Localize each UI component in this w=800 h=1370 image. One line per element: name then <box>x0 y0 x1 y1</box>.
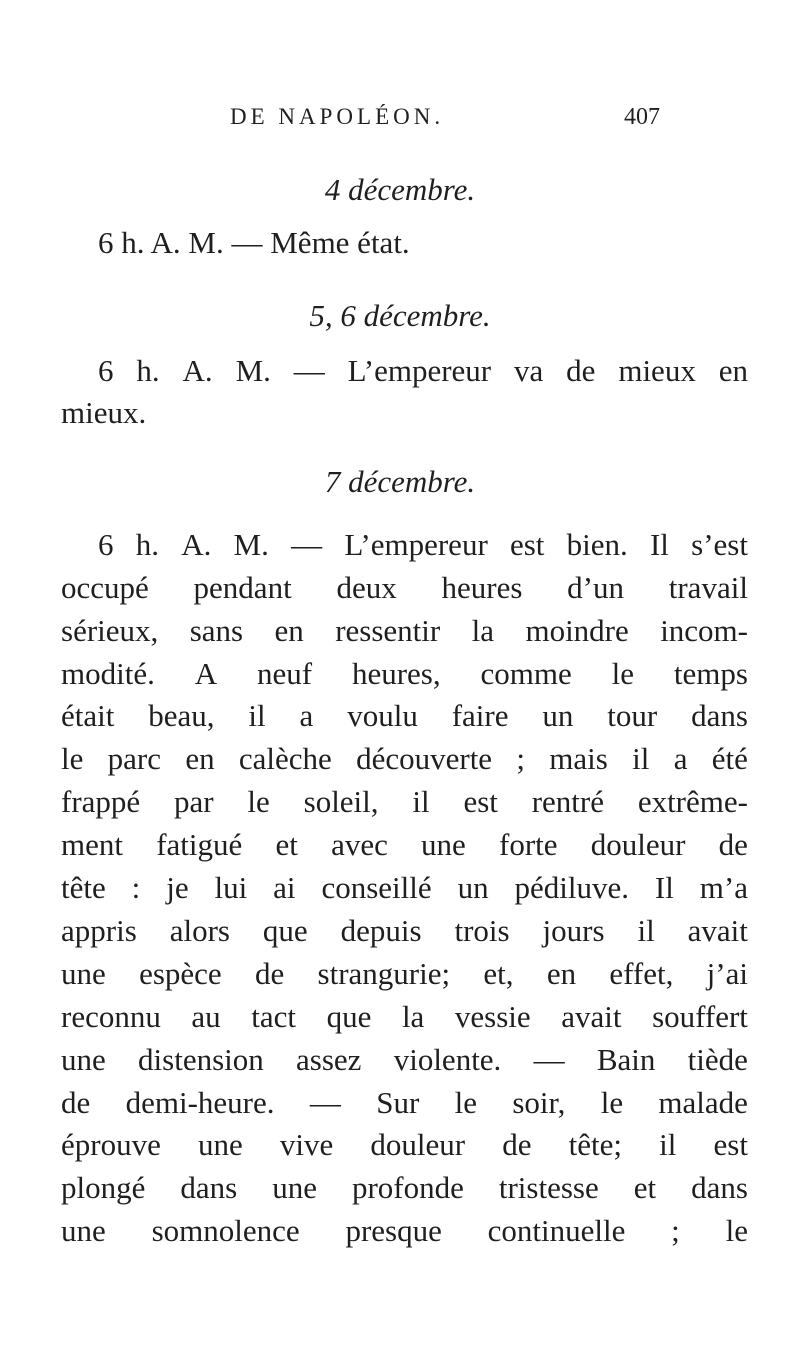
word: avait <box>687 913 748 948</box>
word: et <box>275 827 298 862</box>
word: malade <box>658 1085 748 1120</box>
word: le <box>454 1085 477 1120</box>
word: une <box>61 1042 106 1077</box>
word: est <box>463 784 498 819</box>
text-line <box>61 999 748 1035</box>
word: continuelle <box>487 1213 626 1248</box>
word: bien. <box>566 527 628 562</box>
word: est <box>713 1127 748 1162</box>
word: ressentir <box>335 613 441 648</box>
word: Bain <box>596 1042 656 1077</box>
word: — <box>291 527 323 562</box>
text-line <box>61 656 748 692</box>
word: parc <box>107 741 162 776</box>
word: avait <box>561 999 622 1034</box>
word: jours <box>542 913 605 948</box>
word: deux <box>336 570 397 605</box>
word: moindre <box>525 613 629 648</box>
word: était <box>61 698 115 733</box>
word: le <box>61 741 84 776</box>
word: espèce <box>139 956 222 991</box>
word: le <box>611 656 634 691</box>
word: faire <box>451 698 509 733</box>
word: découverte <box>356 741 493 776</box>
word: forte <box>499 827 558 862</box>
text-line <box>61 956 748 992</box>
word: m’a <box>699 870 748 905</box>
word: 6 <box>98 353 114 388</box>
word: en <box>274 613 304 648</box>
text-line <box>61 698 748 734</box>
word: extrême- <box>637 784 748 819</box>
word: de <box>566 353 596 388</box>
word: soleil, <box>303 784 379 819</box>
word: le <box>725 1213 748 1248</box>
text-line <box>61 827 748 863</box>
word: h. <box>136 353 160 388</box>
word: en <box>546 956 577 991</box>
word: beau, <box>148 698 215 733</box>
word: une <box>61 956 106 991</box>
word: incom- <box>660 613 748 648</box>
word: a <box>299 698 314 733</box>
word: en <box>718 353 748 388</box>
word: Il <box>654 870 674 905</box>
text-line <box>98 353 748 389</box>
word: L’empereur <box>344 527 488 562</box>
word: A. <box>182 353 213 388</box>
word: travail <box>668 570 748 605</box>
word: tête <box>61 870 106 905</box>
running-head <box>180 104 660 140</box>
word: fatigué <box>156 827 243 862</box>
text-line <box>61 913 748 949</box>
word: il <box>248 698 266 733</box>
word: M. <box>235 353 271 388</box>
word: mais <box>549 741 608 776</box>
word: tiède <box>687 1042 748 1077</box>
word: dans <box>180 1170 238 1205</box>
word: d’un <box>567 570 624 605</box>
word: une <box>421 827 466 862</box>
word: le <box>600 1085 624 1120</box>
word: une <box>272 1170 317 1205</box>
date-heading: 5, 6 décembre. <box>309 298 491 333</box>
word: Il <box>649 527 669 562</box>
word: un <box>457 870 489 905</box>
word: heures, <box>351 656 441 691</box>
word: ment <box>61 827 123 862</box>
word: frappé <box>61 784 141 819</box>
word: demi-heure. <box>125 1085 275 1120</box>
word: M. <box>233 527 269 562</box>
word: presque <box>345 1213 442 1248</box>
text-line <box>61 1213 748 1249</box>
word: modité. <box>61 656 155 691</box>
word: somnolence <box>151 1213 300 1248</box>
word: tristesse <box>498 1170 599 1205</box>
word: dans <box>691 1170 748 1205</box>
word: éprouve <box>61 1127 161 1162</box>
word: il <box>632 741 650 776</box>
word: ; <box>516 741 525 776</box>
running-title: DE NAPOLÉON. <box>230 104 445 129</box>
text-line <box>61 1085 748 1121</box>
word: une <box>61 1213 106 1248</box>
word: pendant <box>193 570 292 605</box>
word: voulu <box>347 698 418 733</box>
word: il <box>412 784 430 819</box>
text-line <box>61 741 748 777</box>
word: heures <box>441 570 523 605</box>
word: en <box>185 741 215 776</box>
text-line <box>98 527 748 563</box>
word: plongé <box>61 1170 146 1205</box>
word: j’ai <box>706 956 748 991</box>
word: — <box>533 1042 565 1077</box>
word: alors <box>169 913 230 948</box>
word: depuis <box>340 913 422 948</box>
text-line <box>61 870 748 906</box>
word: la <box>401 999 425 1034</box>
word: occupé <box>61 570 149 605</box>
word: par <box>174 784 214 819</box>
word: distension <box>138 1042 264 1077</box>
word: de <box>718 827 748 862</box>
word: et, <box>483 956 514 991</box>
word: violente. <box>393 1042 502 1077</box>
word: été <box>711 741 748 776</box>
word: soir, <box>512 1085 566 1120</box>
word: dans <box>691 698 748 733</box>
word: tact <box>251 999 297 1034</box>
word: le <box>247 784 270 819</box>
word: une <box>197 1127 243 1162</box>
word: ai <box>273 870 296 905</box>
word: sérieux, <box>61 613 159 648</box>
word: A. <box>181 527 212 562</box>
word: pédiluve. <box>514 870 629 905</box>
word: au <box>191 999 221 1034</box>
date-heading: 4 décembre. <box>324 172 476 207</box>
word: A <box>194 656 218 691</box>
word: que <box>326 999 372 1034</box>
word: vive <box>279 1127 334 1162</box>
text-line <box>61 613 748 649</box>
word: douleur <box>590 827 686 862</box>
word: mieux <box>618 353 696 388</box>
word: strangurie; <box>317 956 451 991</box>
word: un <box>542 698 574 733</box>
word: ; <box>671 1213 680 1248</box>
word: est <box>509 527 545 562</box>
word: je <box>166 870 189 905</box>
word: la <box>471 613 495 648</box>
text-line <box>61 1042 748 1078</box>
word: — <box>309 1085 341 1120</box>
word: assez <box>296 1042 362 1077</box>
word: douleur <box>370 1127 466 1162</box>
word: effet, <box>609 956 674 991</box>
word: temps <box>673 656 748 691</box>
word: reconnu <box>61 999 161 1034</box>
word: a <box>673 741 688 776</box>
word: trois <box>454 913 510 948</box>
text-line <box>61 1127 748 1163</box>
text-line: 6 h. A. M. — Même état. <box>98 225 410 260</box>
word: calèche <box>238 741 332 776</box>
word: tête; <box>568 1127 623 1162</box>
text-line <box>61 784 748 820</box>
word: comme <box>480 656 572 691</box>
word: et <box>633 1170 657 1205</box>
word: conseillé <box>321 870 432 905</box>
word: de <box>502 1127 532 1162</box>
word: appris <box>61 913 137 948</box>
word: lui <box>214 870 248 905</box>
word: — <box>293 353 325 388</box>
page-number: 407 <box>624 104 660 130</box>
word: : <box>131 870 141 905</box>
word: L’empereur <box>347 353 492 388</box>
word: il <box>637 913 655 948</box>
text-line <box>61 570 748 606</box>
word: de <box>61 1085 91 1120</box>
word: h. <box>135 527 159 562</box>
word: il <box>659 1127 677 1162</box>
word: de <box>254 956 285 991</box>
word: neuf <box>257 656 313 691</box>
word: que <box>262 913 308 948</box>
word: va <box>514 353 544 388</box>
text-line <box>61 1170 748 1206</box>
word: profonde <box>351 1170 464 1205</box>
word: souffert <box>652 999 748 1034</box>
word: s’est <box>691 527 748 562</box>
word: avec <box>331 827 388 862</box>
word: tour <box>607 698 658 733</box>
word: Sur <box>376 1085 420 1120</box>
date-heading: 7 décembre. <box>324 464 476 499</box>
word: vessie <box>454 999 531 1034</box>
word: rentré <box>531 784 604 819</box>
word: 6 <box>98 527 114 562</box>
word: sans <box>189 613 244 648</box>
text-line: mieux. <box>61 395 147 430</box>
